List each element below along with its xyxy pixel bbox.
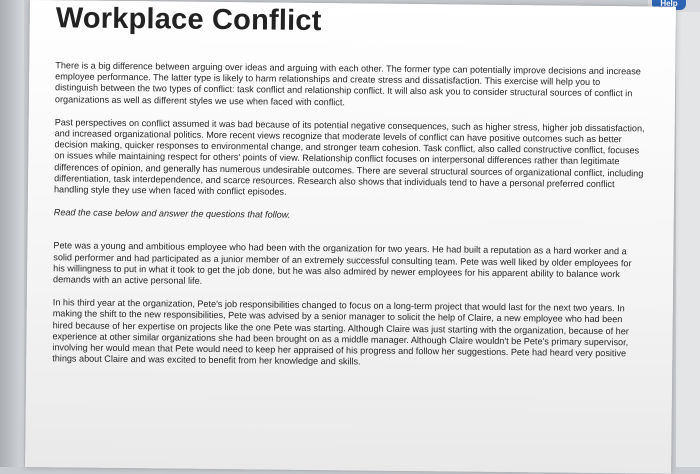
help-button[interactable]: Help	[652, 0, 686, 10]
background-edge	[0, 0, 24, 467]
intro-paragraph: There is a big difference between arguing over ideas and arguing with each other. The former type can potentially improve decisions and increase employee performance. The latter type is likely to harm relationships and create stress and dissatisfaction. This exercise will help you to distinguish between the two types of conflict: task conflict and relationship conflict. It will also ask you to consider structural sources of conflict in organizations as well as different styles we use when faced with conflict.	[54, 60, 641, 107]
page-title: Workplace Conflict	[55, 2, 322, 38]
case-paragraph-1: Pete was a young and ambitious employee who had been with the organization for two years. He had built a reputation as a hard worker and a solid performer and had participated as a junior member of an extremely successful consulting team. Pete was well liked by older employees for his willingness to put in what it took to get the job done, but he was also admired by newer employees for his apparent ability to balance work demands with an active personal life.	[53, 240, 632, 286]
instruction-text: Read the case below and answer the questions that follow.	[53, 207, 291, 220]
document-body	[52, 60, 645, 383]
case-paragraph-2: In his third year at the organization, Pete's job responsibilities changed to focus on a long-term project that would last for the next two years. In making the shift to the new responsibilities, Pete was advised by a senior manager to solicit the help of Claire, a new employee who had been hired because of her expertise on projects like the one Pete was starting. Although Claire was just starting with the organization, because of her experience at other similar organizations she had been brought on as a middle manager. Although Claire wouldn't be Pete's primary supervisor, involving her would mean that Pete would need to keep her appraised of his progress and follow her suggestions. Pete had heard very positive things about Claire and was excited to benefit from her knowledge and skills.	[52, 297, 629, 367]
background-paragraph: Past perspectives on conflict assumed it was bad because of its potential negative consequences, such as higher stress, higher job dissatisfaction, and increased organizational politics. More recent views recognize that moderate levels of conflict can have positive outcomes such as better decision making, quicker responses to environmental change, and stronger team cohesion. Task conflict, also called constructive conflict, focuses on issues while maintaining respect for others' points of view. Relationship conflict focuses on interpersonal differences rather than legitimate differences of opinion, and generally has numerous undesirable outcomes. There are several structural sources of organizational conflict, including differentiation, task interdependence, and scarce resources. Research also shows that individuals tend to have a personal preferred conflict handling style they use when faced with conflict episodes.	[53, 117, 645, 197]
right-scroll-strip[interactable]	[676, 12, 700, 467]
document-page	[25, 0, 676, 474]
